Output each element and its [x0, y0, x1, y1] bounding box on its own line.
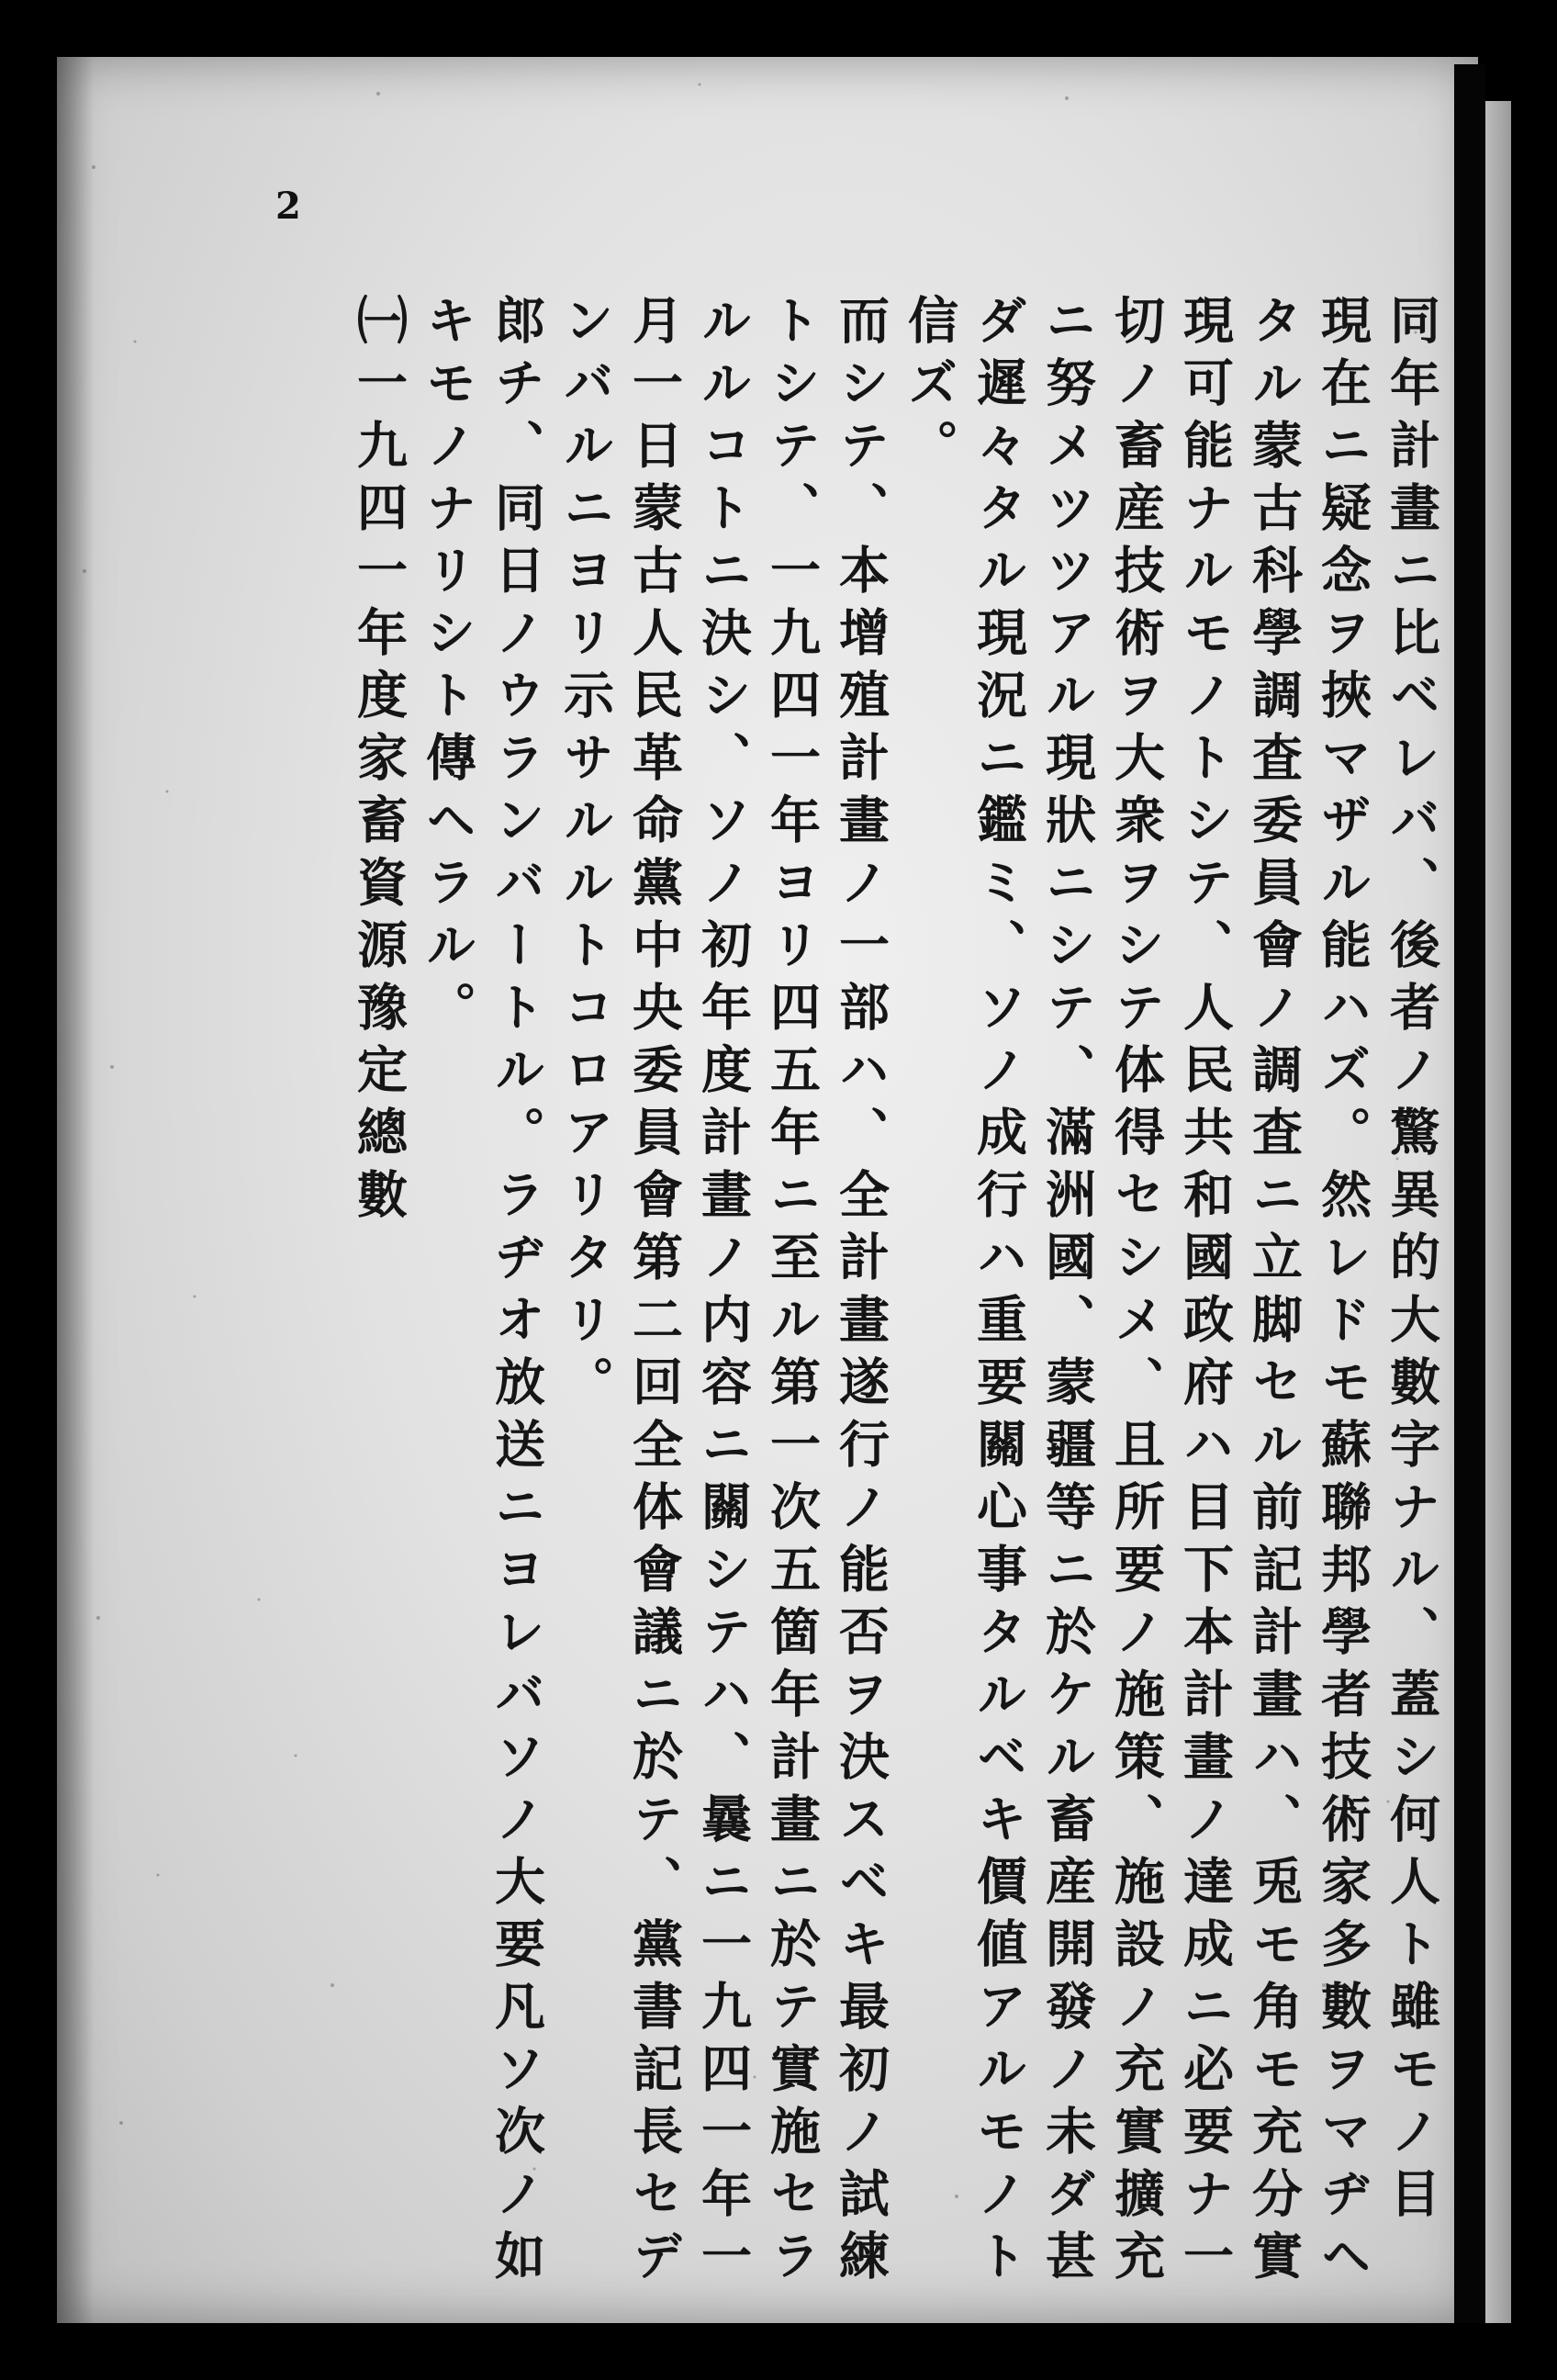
text-column-13: ンバルニヨリ示サルルトコロアリタリ。: [555, 294, 615, 1418]
vertical-text-body: [349, 294, 1441, 2292]
text-column-3: タル蒙古科學調査委員會ノ調査ニ立脚セル前記計畫ハ、兎モ角モ充分實: [1244, 294, 1304, 2292]
text-column-14: 郎チ、同日ノウランバートル。ラヂオ放送ニヨレバソノ大要凡ソ次ノ如: [487, 294, 546, 2292]
text-column-15: キモノナリシト傳ヘラル。: [418, 294, 477, 1043]
text-column-7: ダ遲々タル現況ニ鑑ミ、ソノ成行ハ重要關心事タルベキ價値アルモノト: [969, 294, 1028, 2292]
book-spine-shadow: [1454, 64, 1485, 2323]
page-shadow-edge: [57, 57, 94, 2323]
text-column-6: ニ努メツツアル現狀ニシテ、滿洲國、蒙疆等ニ於ケル畜産開發ノ未ダ甚: [1037, 294, 1097, 2292]
page-number: 2: [275, 185, 301, 228]
text-column-8: 信ズ。: [900, 294, 959, 481]
text-column-2: 現在ニ疑念ヲ挾マザル能ハズ。然レドモ蘇聯邦學者技術家多數ヲマヂヘ: [1313, 294, 1372, 2292]
text-column-4: 現可能ナルモノトシテ、人民共和國政府ハ目下本計畫ノ達成ニ必要ナ一: [1175, 294, 1235, 2292]
text-column-9: 而シテ、本增殖計畫ノ一部ハ、全計畫遂行ノ能否ヲ決スベキ最初ノ試練: [831, 294, 891, 2292]
text-column-10: トシテ、一九四一年ヨリ四五年ニ至ル第一次五箇年計畫ニ於テ實施セラ: [762, 294, 822, 2292]
text-column-1: 同年計畫ニ比ベレバ、後者ノ驚異的大數字ナル、蓋シ何人ト雖モノ目: [1382, 294, 1441, 2229]
text-column-5: 切ノ畜産技術ヲ大衆ヲシテ体得セシメ、且所要ノ施策、施設ノ充實擴充: [1106, 294, 1166, 2292]
text-column-11: ルルコトニ決シ、ソノ初年度計畫ノ内容ニ關シテハ、曩ニ一九四一年一: [693, 294, 753, 2292]
adjacent-page-edge: [1485, 101, 1511, 2323]
text-column-16: ㈠一九四一年度家畜資源豫定總數: [349, 294, 409, 1230]
text-column-12: 月一日蒙古人民革命黨中央委員會第二回全体會議ニ於テ、黨書記長セデ: [624, 294, 684, 2292]
